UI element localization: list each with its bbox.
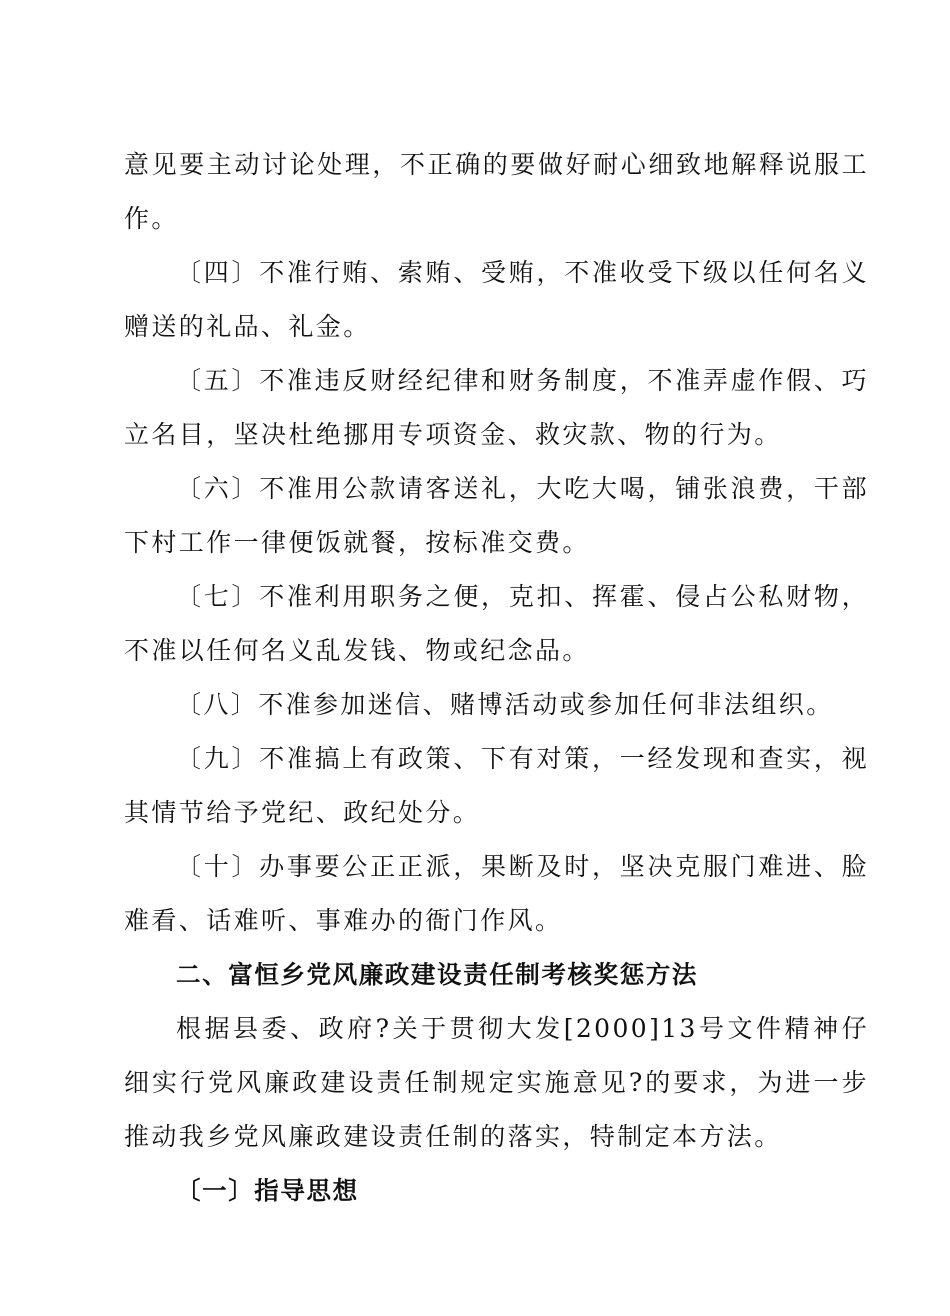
section-heading: 二、富恒乡党风廉政建设责任制考核奖惩方法 [176, 960, 698, 989]
paragraph-continued: 意见要主动讨论处理，不正确的要做好耐心细致地解释说服工作。 [124, 150, 869, 233]
paragraph-rule-4: 〔四〕不准行贿、索贿、受贿，不准收受下级以任何名义赠送的礼品、礼金。 [124, 258, 869, 341]
paragraph-rule-7: 〔七〕不准利用职务之便，克扣、挥霍、侵占公私财物，不准以任何名义乱发钱、物或纪念品。 [124, 582, 869, 665]
subheading-guiding-ideology: 〔一〕指导思想 [176, 1176, 359, 1205]
paragraph-rule-10: 〔十〕办事要公正正派，果断及时，坚决克服门难进、脸难看、话难听、事难办的衙门作风。 [124, 852, 869, 935]
document-body [124, 138, 869, 1218]
paragraph-rule-8: 〔八〕不准参加迷信、赌博活动或参加任何非法组织。 [176, 690, 834, 719]
paragraph-rule-5: 〔五〕不准违反财经纪律和财务制度，不准弄虚作假、巧立名目，坚决杜绝挪用专项资金、救灾款、物的行为。 [124, 366, 869, 449]
section-intro: 根据县委、政府?关于贯彻大发[2000]13号文件精神仔细实行党风廉政建设责任制规定实施意见?的要求，为进一步推动我乡党风廉政建设责任制的落实，特制定本方法。 [124, 1014, 869, 1151]
paragraph-rule-6: 〔六〕不准用公款请客送礼，大吃大喝，铺张浪费，干部下村工作一律便饭就餐，按标准交费。 [124, 474, 869, 557]
paragraph-rule-9: 〔九〕不准搞上有政策、下有对策，一经发现和查实，视其情节给予党纪、政纪处分。 [124, 744, 869, 827]
